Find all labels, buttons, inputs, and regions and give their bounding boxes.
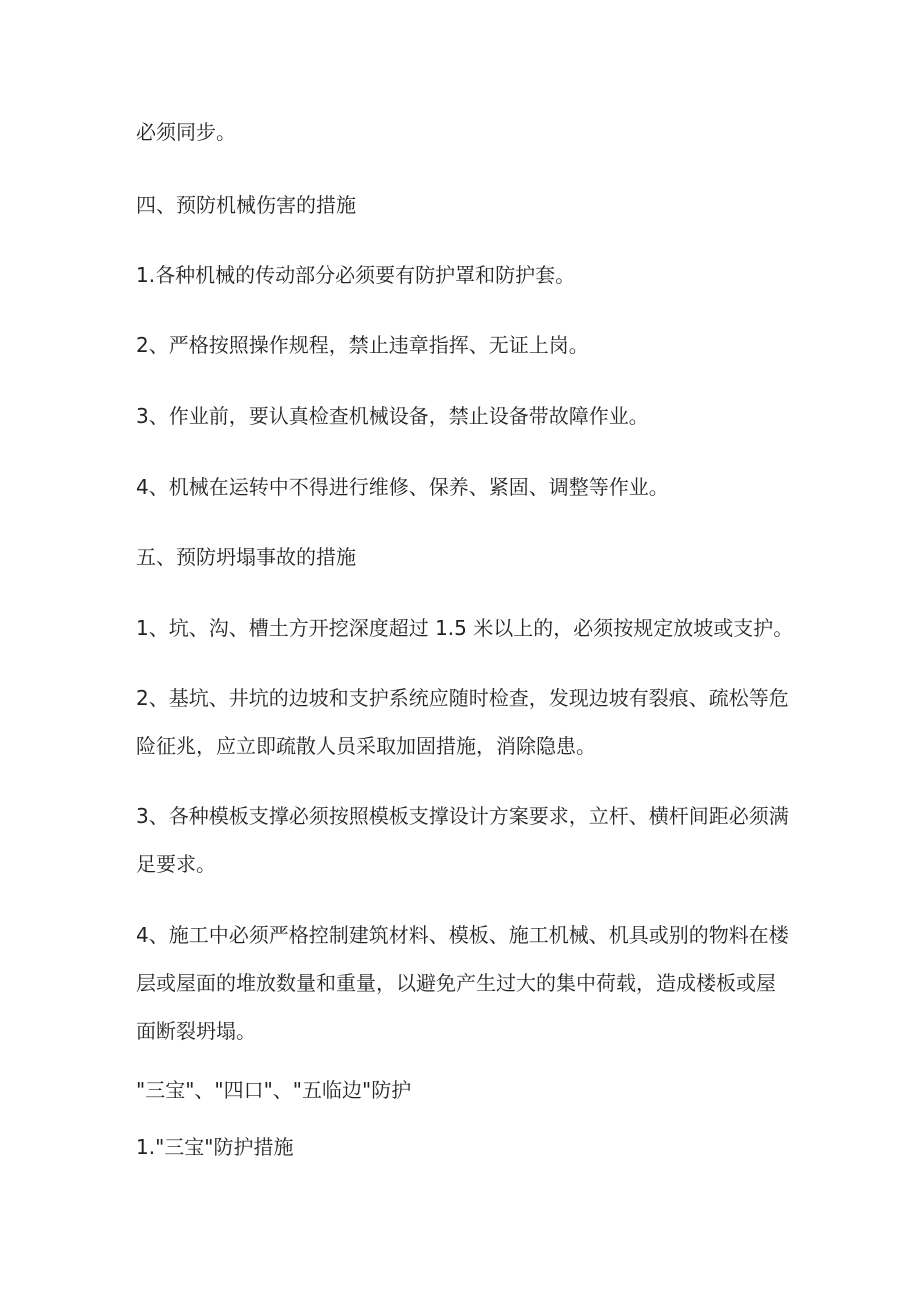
paragraph-line: 4、机械在运转中不得进行维修、保养、紧固、调整等作业。 xyxy=(136,475,669,499)
paragraph-line: 层或屋面的堆放数量和重量，以避免产生过大的集中荷载，造成楼板或屋 xyxy=(136,971,776,995)
section-heading: 四、预防机械伤害的措施 xyxy=(136,193,356,217)
paragraph-line: 3、作业前，要认真检查机械设备，禁止设备带故障作业。 xyxy=(136,404,649,428)
paragraph-line: 必须同步。 xyxy=(136,120,236,144)
paragraph-line: 面断裂坍塌。 xyxy=(136,1019,256,1043)
paragraph-line: 2、基坑、井坑的边坡和支护系统应随时检查，发现边坡有裂痕、疏松等危 xyxy=(136,686,789,710)
paragraph-line: 4、施工中必须严格控制建筑材料、模板、施工机械、机具或别的物料在楼 xyxy=(136,923,789,947)
paragraph-line: 1、坑、沟、槽土方开挖深度超过 1.5 米以上的，必须按规定放坡或支护。 xyxy=(136,616,794,640)
section-heading: 五、预防坍塌事故的措施 xyxy=(136,545,356,569)
section-heading: "三宝"、"四口"、"五临边"防护 xyxy=(136,1078,412,1102)
subsection-heading: 1."三宝"防护措施 xyxy=(136,1135,294,1159)
paragraph-line: 足要求。 xyxy=(136,852,216,876)
paragraph-line: 2、严格按照操作规程，禁止违章指挥、无证上岗。 xyxy=(136,333,589,357)
paragraph-line: 1.各种机械的传动部分必须要有防护罩和防护套。 xyxy=(136,263,576,287)
paragraph-line: 3、各种模板支撑必须按照模板支撑设计方案要求，立杆、横杆间距必须满 xyxy=(136,804,789,828)
paragraph-line: 险征兆，应立即疏散人员采取加固措施，消除隐患。 xyxy=(136,734,596,758)
